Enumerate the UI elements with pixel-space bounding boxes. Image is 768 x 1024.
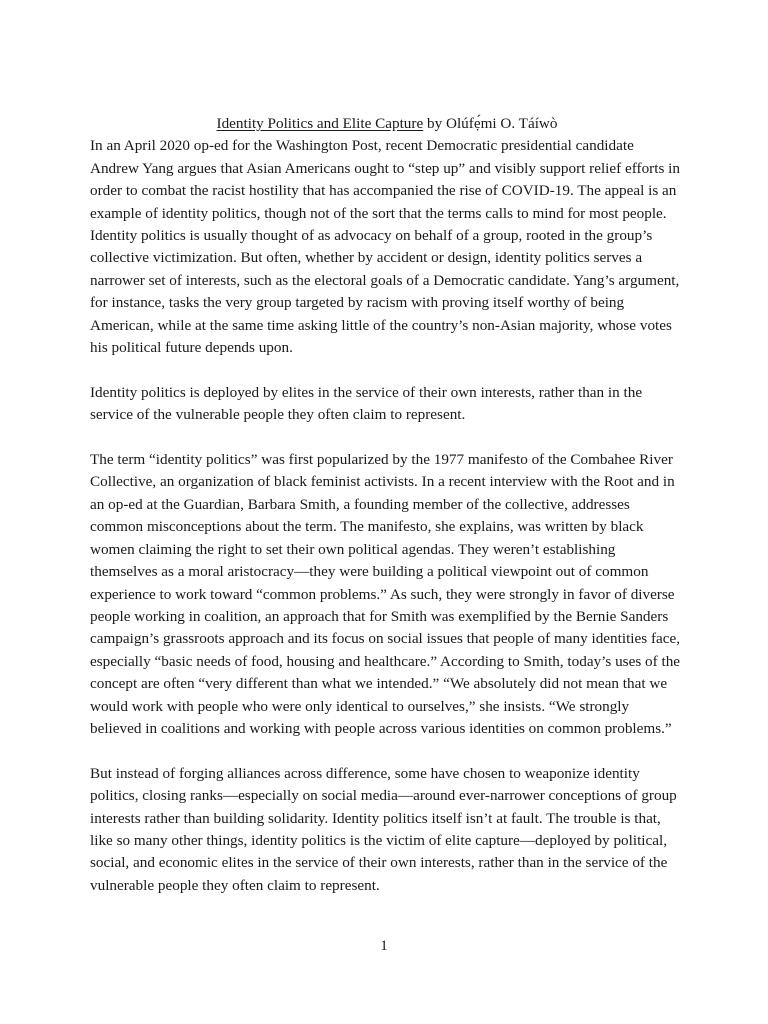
document-body xyxy=(90,113,684,920)
document-title: Identity Politics and Elite Capture xyxy=(216,115,424,132)
paragraph-4: But instead of forging alliances across difference, some have chosen to weaponize identity politics, closing ranks—especially on social media—around ever-narrower conceptions of group interests rather than building solidarity. Identity politics itself isn’t at fault. The trouble is that, like so many other things, identity politics is the victim of elite capture—deployed by political, social, and economic elites in the service of their own interests, rather than in the service of the vulnerable people they often claim to represent. xyxy=(90,764,677,894)
paragraph-1: In an April 2020 op-ed for the Washington Post, recent Democratic presidential candidate Andrew Yang argues that Asian Americans ought to “step up” and visibly support relief efforts in order to combat the racist hostility that has accompanied the rise of COVID-19. The appeal is an example of identity politics, though not of the sort that the terms calls to mind for most people. Identity politics is usually thought of as advocacy on behalf of a group, rooted in the group’s collective victimization. But often, whether by accident or design, identity politics serves a narrower set of interests, such as the electoral goals of a Democratic candidate. Yang’s argument, for instance, tasks the very group targeted by racism with proving itself worthy of being American, while at the same time asking little of the country’s non-Asian majority, whose votes his political future depends upon. xyxy=(90,137,680,357)
paragraph-3: The term “identity politics” was first popularized by the 1977 manifesto of the Combahee River Collective, an organization of black feminist activists. In a recent interview with the Root and in an op-ed at the Guardian, Barbara Smith, a founding member of the collective, addresses common misconceptions about the term. The manifesto, she explains, was written by black women claiming the right to set their own political agendas. They weren’t establishing themselves as a moral aristocracy—they were building a political viewpoint out of common experience to work toward “common problems.” As such, they were strongly in favor of diverse people working in coalition, an approach that for Smith was exemplified by the Bernie Sanders campaign’s grassroots approach and its focus on social issues that people of many identities face, especially “basic needs of food, housing and healthcare.” According to Smith, today’s uses of the concept are often “very different than what we intended.” “We absolutely did not mean that we would work with people who were only identical to ourselves,” she insists. “We strongly believed in coalitions and working with people across various identities on common problems.” xyxy=(90,451,681,737)
page-number: 1 xyxy=(380,938,388,954)
document-byline: by Olúfẹ́mi O. Táíwò xyxy=(423,115,558,132)
paragraph-2: Identity politics is deployed by elites in the service of their own interests, rather than in the service of the vulnerable people they often claim to represent. xyxy=(90,383,643,424)
title-line xyxy=(90,113,684,135)
